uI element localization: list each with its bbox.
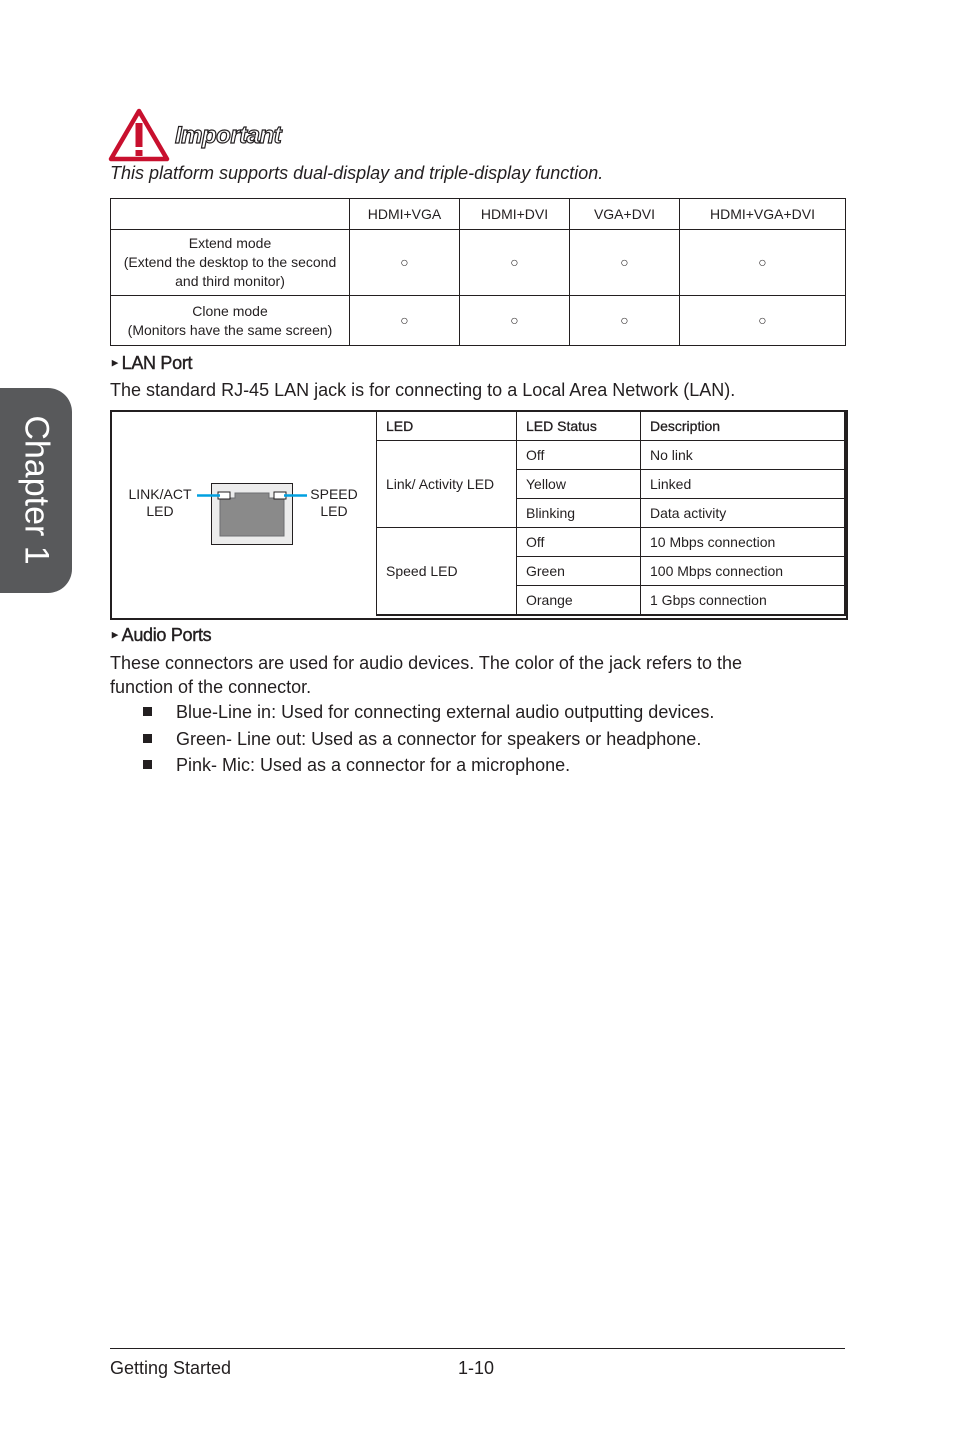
led-status-cell: Off — [517, 528, 641, 557]
table-header-cell — [111, 199, 350, 230]
mode-line: Extend mode — [188, 235, 272, 251]
description-line: function of the connector. — [110, 677, 312, 697]
mode-line: (Extend the desktop to the second — [123, 254, 337, 270]
table-header-cell: LED — [377, 411, 517, 441]
important-note: This platform supports dual-display and triple-display function. — [110, 163, 604, 183]
chapter-tab-label: Chapter 1 — [17, 415, 56, 565]
led-description-cell: 10 Mbps connection — [641, 528, 846, 557]
list-item — [143, 752, 714, 779]
led-description-cell: Linked — [641, 470, 846, 499]
audio-jack-list — [143, 699, 714, 779]
lan-led-table — [376, 410, 846, 616]
lan-port-description: The standard RJ-45 LAN jack is for connecting to a Local Area Network (LAN). — [110, 380, 736, 400]
audio-ports-heading-text: Audio Ports — [121, 625, 212, 645]
support-mark: ○ — [350, 230, 460, 296]
table-row — [377, 528, 846, 557]
led-status-cell: Blinking — [517, 499, 641, 528]
triangle-bullet-icon: ► — [110, 358, 120, 369]
warning-icon — [108, 108, 170, 162]
led-name-cell: Speed LED — [377, 528, 517, 616]
table-header-cell: VGA+DVI — [570, 199, 680, 230]
table-header-cell: HDMI+VGA — [350, 199, 460, 230]
led-status-cell: Yellow — [517, 470, 641, 499]
speed-led-label — [300, 486, 368, 520]
lan-port-heading-text: LAN Port — [121, 353, 193, 373]
support-mark: ○ — [680, 296, 846, 346]
mode-line: Clone mode — [192, 302, 268, 319]
audio-ports-heading — [110, 625, 211, 646]
rj45-jack-diagram — [195, 482, 307, 548]
link-act-led-label — [120, 486, 200, 520]
label-line: LINK/ACT — [128, 486, 192, 502]
led-status-cell: Off — [517, 441, 641, 470]
support-mark: ○ — [570, 296, 680, 346]
support-mark: ○ — [570, 230, 680, 296]
mode-line: (Monitors have the same screen) — [127, 321, 333, 338]
support-mark: ○ — [350, 296, 460, 346]
support-mark: ○ — [680, 230, 846, 296]
led-status-cell: Orange — [517, 586, 641, 616]
description-line: These connectors are used for audio devices. The color of the jack refers to the — [110, 653, 743, 673]
table-header-row — [377, 411, 846, 441]
list-item-text: Green- Line out: Used as a connector for speakers or headphone. — [176, 728, 702, 749]
list-item — [143, 726, 714, 753]
led-description-cell: Data activity — [641, 499, 846, 528]
mode-line: and third monitor) — [175, 273, 285, 289]
table-row — [111, 230, 846, 296]
lan-port-heading — [110, 353, 192, 374]
led-name-cell: Link/ Activity LED — [377, 441, 517, 528]
table-header-cell: Description — [641, 411, 846, 441]
footer-section-title: Getting Started — [110, 1358, 232, 1378]
important-title: Important — [175, 122, 282, 149]
audio-ports-description — [110, 651, 742, 699]
list-item-text: Blue-Line in: Used for connecting external audio outputting devices. — [176, 702, 715, 722]
led-description-cell: No link — [641, 441, 846, 470]
support-mark: ○ — [460, 230, 570, 296]
square-bullet-icon — [143, 760, 152, 769]
table-header-cell: HDMI+VGA+DVI — [680, 199, 846, 230]
table-header-cell: LED Status — [517, 411, 641, 441]
triangle-bullet-icon: ► — [110, 630, 120, 641]
display-mode-table — [110, 198, 846, 346]
table-row — [111, 296, 846, 346]
square-bullet-icon — [143, 707, 152, 716]
led-description-cell: 1 Gbps connection — [641, 586, 846, 616]
mode-cell — [111, 296, 350, 346]
label-line: LED — [146, 503, 174, 519]
footer-divider — [110, 1348, 845, 1349]
label-line: SPEED — [310, 486, 358, 502]
list-item — [143, 699, 714, 726]
table-header-row — [111, 199, 846, 230]
led-description-cell: 100 Mbps connection — [641, 557, 846, 586]
led-status-cell: Green — [517, 557, 641, 586]
list-item-text: Pink- Mic: Used as a connector for a microphone. — [176, 755, 571, 775]
footer-page-number: 1-10 — [458, 1358, 495, 1378]
mode-cell — [111, 230, 350, 296]
label-line: LED — [320, 503, 348, 519]
square-bullet-icon — [143, 734, 152, 743]
support-mark: ○ — [460, 296, 570, 346]
table-row — [377, 441, 846, 470]
table-header-cell: HDMI+DVI — [460, 199, 570, 230]
